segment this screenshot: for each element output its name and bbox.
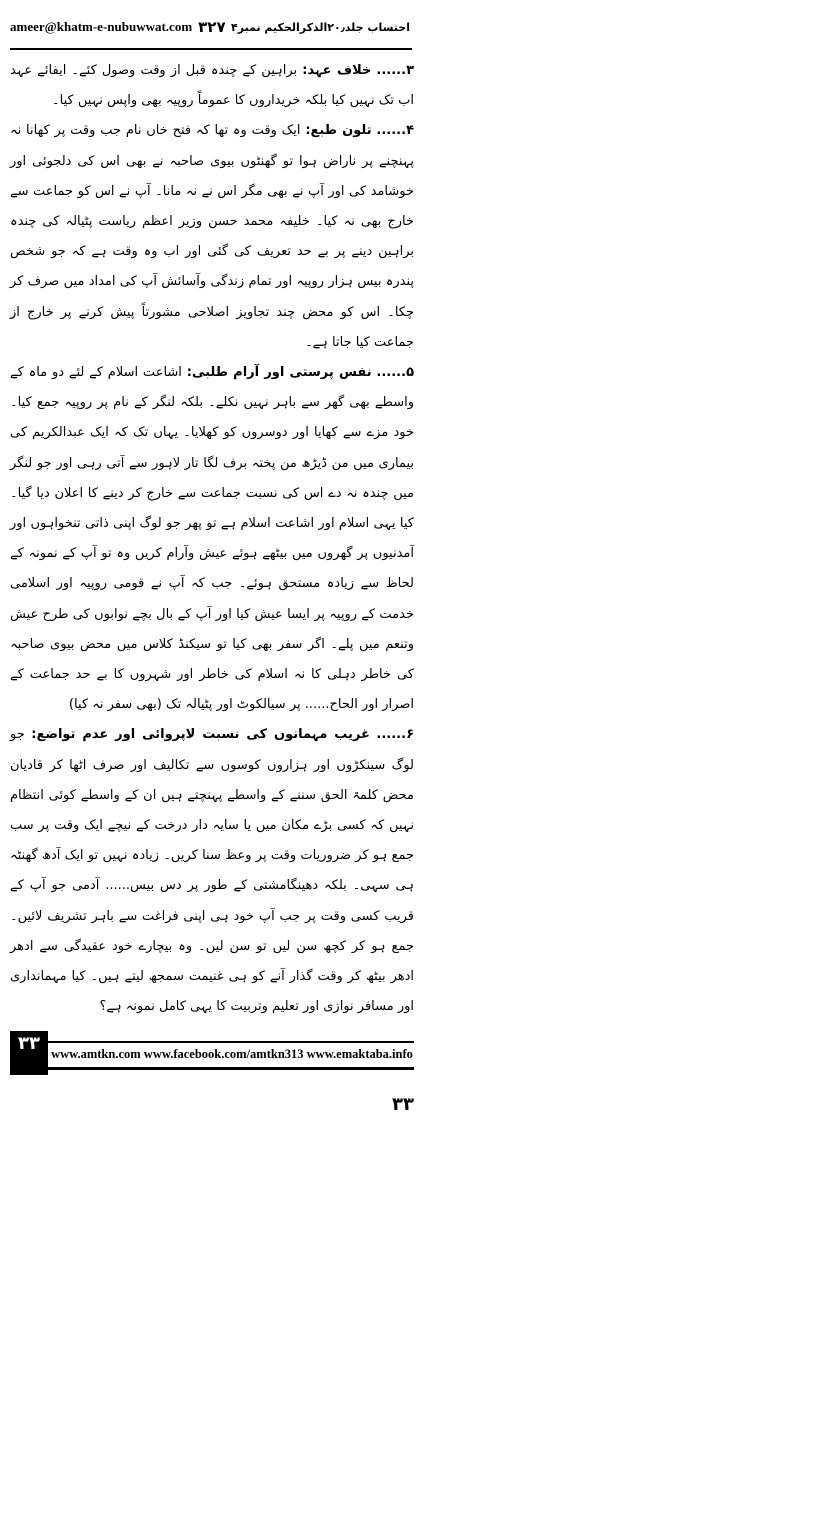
paragraph-text: اشاعت اسلام کے لئے دو ماہ کے واسطے بھی گھر سے باہر نہیں نکلے۔ بلکہ لنگر کے نام پر روپیہ جمع کیا۔ خود مزے سے کھایا اور دوسروں کو کھلایا۔ یہاں تک کہ ایک عبدالکریم کی بیماری میں من ڈیڑھ من پختہ برف لگا تار لاہور سے آتی رہی اور جو لنگر میں چندہ نہ دے اس کی نسبت جماعت سے خارج کر دینے کا اعلان دیا گیا۔ کیا یہی اسلام اور اشاعت اسلام ہے تو پھر جو لوگ اپنی ذاتی تنخواہوں اور آمدنیوں پر گھروں میں بیٹھے ہوئے عیش وآرام کریں وہ تو آپ کے نمونہ کے لحاظ سے زیادہ مستحق ہوئے۔ جب کہ آپ نے قومی روپیہ اور اسلامی خدمت کے روپیہ پر ایسا عیش کیا اور آپ کے بال بچے نوابوں کی طرح عیش وتنعم میں پلے۔ اگر سفر بھی کیا تو سیکنڈ کلاس میں محض بیوی صاحبہ کی خاطر دہلی کا نہ اسلام کی خاطر اور شہروں کا بے حد جماعت کے اصرار اور الحاح...... پر سیالکوٹ اور پٹیالہ تک (بھی سفر نہ کیا) <box>10 365 414 713</box>
paragraph-number: ۳...... <box>376 63 414 78</box>
paragraph-heading: تلون طبع: <box>305 123 372 139</box>
header-email: ameer@khatm-e-nubuwwat.com <box>10 19 193 34</box>
header-rule <box>10 48 412 50</box>
page-footer <box>10 1031 414 1075</box>
paragraph-3 <box>10 56 414 116</box>
footer-rule-bottom <box>48 1067 414 1070</box>
paragraph-6 <box>10 720 414 1022</box>
header-page-number: ۳۲۷ <box>198 18 226 36</box>
bottom-page-number: ۳۳ <box>392 1094 414 1115</box>
paragraph-5 <box>10 358 414 720</box>
paragraph-4 <box>10 116 414 358</box>
paragraph-number: ۵...... <box>376 365 414 381</box>
body-text <box>10 56 414 1023</box>
paragraph-heading: نفس پرستی اور آرام طلبی: <box>186 365 372 381</box>
footer-links-area <box>48 1031 414 1075</box>
header-title: احتساب جلد۲۰٫الذکرالحکیم نمبر۴ <box>231 20 410 34</box>
paragraph-text: جو لوگ سینکڑوں اور ہزاروں کوسوں سے تکالیف اور صرف اٹھا کر قادیان محض کلمۃ الحق سننے کے واسطے پہنچتے ہیں ان کے واسطے کوئی انتظام نہیں کہ کسی بڑے مکان میں یا سایہ دار درخت کے نیچے ایک وقت پر سب جمع ہو کر ضروریات وقت پر وعظ سنا کریں۔ زیادہ نہیں تو ایک آدھ گھنٹہ ہی سہی۔ بلکہ دھینگامشتی کے طور پر دس بیس...... آدمی جو آپ کے قریب کسی وقت پر جب آپ خود ہی اپنی فراغت سے باہر تشریف لائیں۔ جمع ہو کر کچھ سن لیں تو سن لیں۔ وہ بیچارے خود عقیدگی سے ادھر ادھر بیٹھ کر وقت گذار آنے کو ہی غنیمت سمجھ لیتے ہیں۔ کیا مہمانداری اور مسافر نوازی اور تعلیم وتربیت کا یہی کامل نمونہ ہے؟ <box>10 727 414 1015</box>
footer-page-box: ۳۳ <box>10 1031 48 1075</box>
paragraph-text: براہین کے چندہ قبل از وقت وصول کئے۔ ایفائے عہد اب تک نہیں کیا بلکہ خریداروں کا عموماً روپیہ بھی واپس نہیں کیا۔ <box>10 63 414 109</box>
paragraph-number: ۴...... <box>376 123 414 139</box>
paragraph-heading: خلاف عہد: <box>302 63 372 78</box>
paragraph-text: ایک وقت وہ تھا کہ فتح خاں نام جب وقت پر کھانا نہ پہنچنے پر ناراض ہوا تو گھنٹوں بیوی صاحبہ نے بھی اس کی دلجوئی اور خوشامد کی اور آپ نے بھی مگر اس نے نہ مانا۔ آپ نے اس کو جماعت سے خارج بھی نہ کیا۔ خلیفہ محمد حسن وزیر اعظم ریاست پٹیالہ کی چندہ براہین دینے پر بے حد تعریف کی گئی اور اب وہ وقت ہے کہ جو شخص پندرہ بیس ہزار روپیہ اور تمام زندگی وآسائش آپ کی امداد میں صرف کر چکا۔ اس کو محض چند تجاویز اصلاحی مشورتاً پیش کرنے پر خارج از جماعت کیا جاتا ہے۔ <box>10 123 414 350</box>
paragraph-heading: غریب مہمانوں کی نسبت لاپروائی اور عدم تواضع: <box>31 727 370 743</box>
page-header <box>10 8 410 46</box>
footer-links: www.amtkn.com www.facebook.com/amtkn313 www.emaktaba.info <box>51 1047 413 1061</box>
paragraph-number: ۶...... <box>376 727 414 743</box>
footer-rule-top <box>48 1041 414 1043</box>
